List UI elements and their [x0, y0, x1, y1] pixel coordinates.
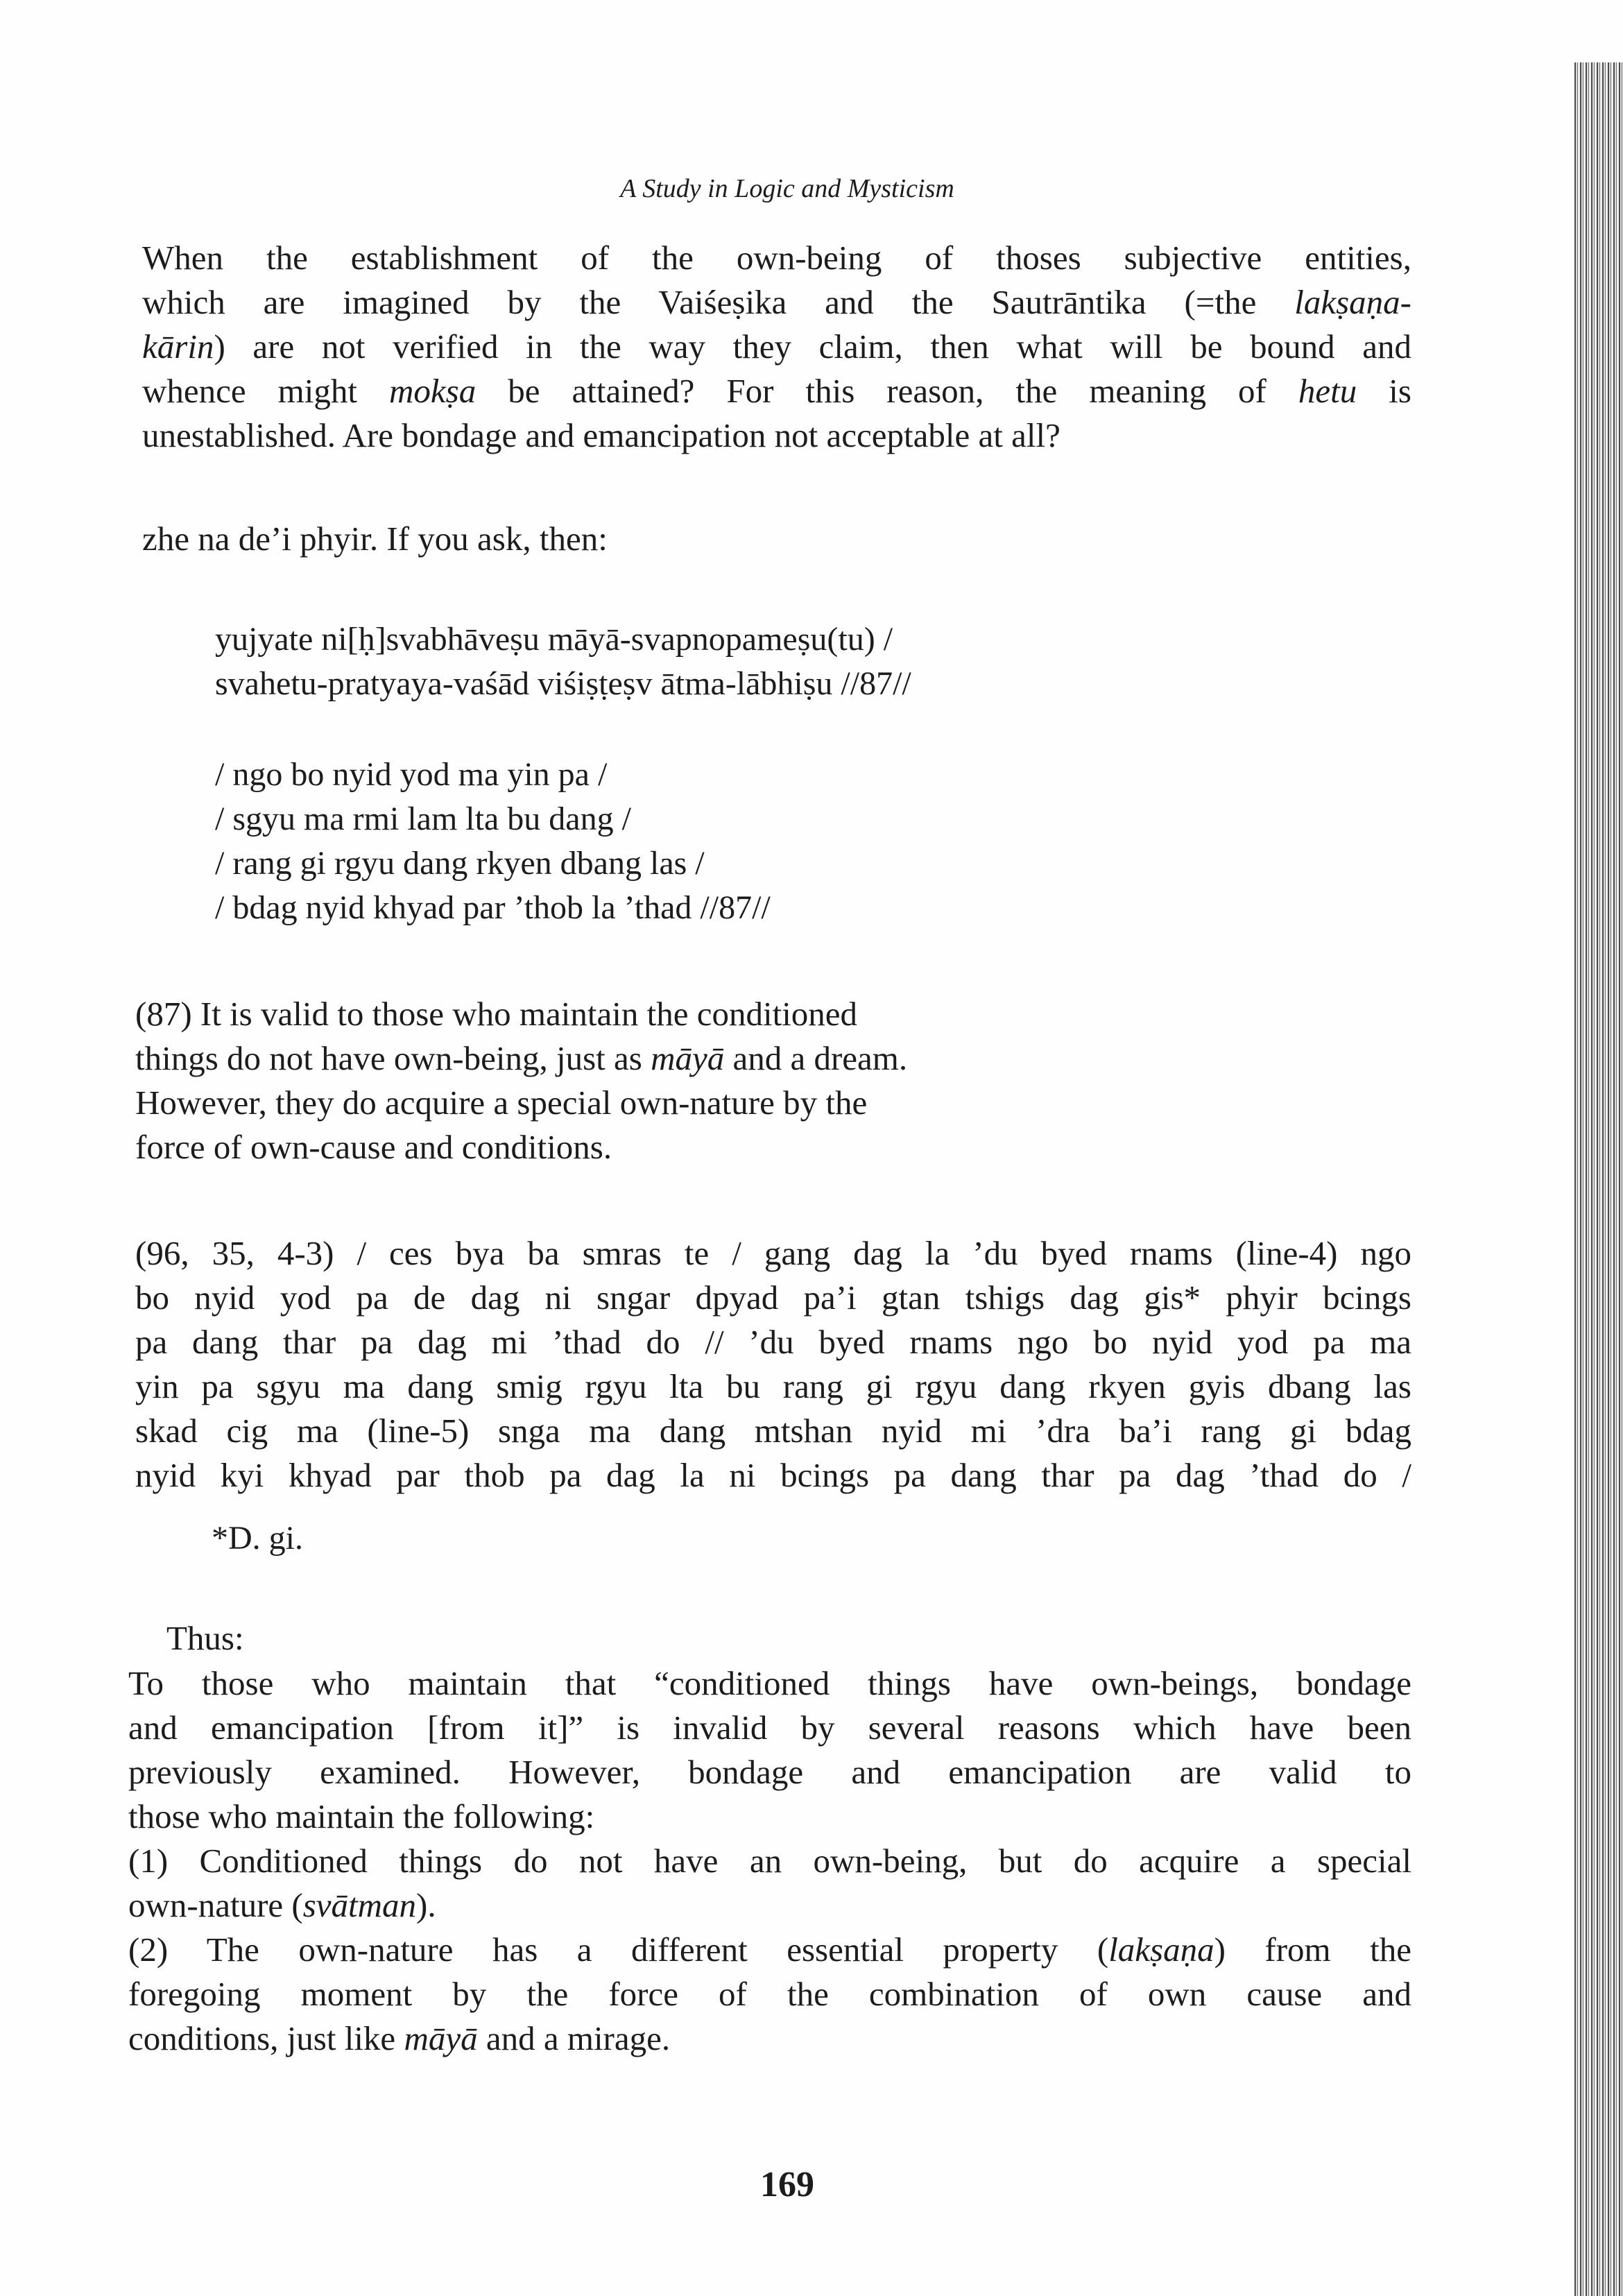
sanskrit-verse: [215, 617, 911, 706]
verse-line: / sgyu ma rmi lam lta bu dang /: [215, 800, 631, 837]
text-line: own-nature (svātman).: [128, 1886, 436, 1924]
verse-translation: [135, 992, 907, 1170]
text-line: skad cig ma (line-5) snga ma dang mtshan nyid mi ’dra ba’i rang gi bdag: [135, 1412, 1411, 1450]
text-line: which are imagined by the Vaiśeṣika and the Sautrāntika (=the lakṣaṇa-: [142, 283, 1411, 321]
text-line: yin pa sgyu ma dang smig rgyu lta bu rang gi rgyu dang rkyen gyis dbang las: [135, 1367, 1411, 1405]
paragraph-intro: [142, 236, 1411, 458]
paragraph-question: [142, 517, 1411, 561]
verse-line: svahetu-pratyaya-vaśād viśiṣṭeṣv ātma-lābhiṣu //87//: [215, 665, 911, 702]
text-line: things do not have own-being, just as māyā and a dream.: [135, 1039, 908, 1077]
verse-line: / bdag nyid khyad par ’thob la ’thad //87//: [215, 889, 771, 926]
verse-line: / rang gi rgyu dang rkyen dbang las /: [215, 845, 705, 882]
text-line: However, they do acquire a special own-nature by the: [135, 1083, 868, 1122]
text-line: When the establishment of the own-being of thoses subjective entities,: [142, 239, 1411, 277]
text-line: (2) The own-nature has a different essential property (lakṣaṇa) from the: [128, 1930, 1411, 1969]
text-line: foregoing moment by the force of the combination of own cause and: [128, 1975, 1411, 2013]
text-line: whence might mokṣa be attained? For this reason, the meaning of hetu is: [142, 372, 1411, 410]
text-line: (87) It is valid to those who maintain the conditioned: [135, 995, 858, 1033]
verse-line: yujyate ni[ḥ]svabhāveṣu māyā-svapnopameṣu(tu) /: [215, 621, 893, 658]
text-line: kārin) are not verified in the way they claim, then what will be bound and: [142, 327, 1411, 366]
text-line: conditions, just like māyā and a mirage.: [128, 2019, 671, 2057]
thus-label: [166, 1616, 1415, 1661]
tibetan-commentary: [135, 1231, 1411, 1498]
text-line: force of own-cause and conditions.: [135, 1128, 612, 1166]
page-edge-shadow: [1574, 62, 1623, 2296]
text-line: pa dang thar pa dag mi ’thad do // ’du byed rnams ngo bo nyid yod pa ma: [135, 1323, 1411, 1361]
text-line: nyid kyi khyad par thob pa dag la ni bcings pa dang thar pa dag ’thad do /: [135, 1456, 1411, 1494]
paragraph-summary: [128, 1661, 1411, 2061]
tibetan-verse: [215, 753, 771, 930]
footnote: *D. gi.: [212, 1520, 303, 1557]
running-head: A Study in Logic and Mysticism: [620, 174, 954, 203]
text-line: and emancipation [from it]” is invalid by several reasons which have been: [128, 1708, 1411, 1747]
page-number: 169: [760, 2165, 814, 2204]
text-line: those who maintain the following:: [128, 1797, 595, 1835]
text-line: To those who maintain that “conditioned things have own-beings, bondage: [128, 1664, 1411, 1702]
text-line: unestablished. Are bondage and emancipation not acceptable at all?: [142, 416, 1060, 454]
text-line: (1) Conditioned things do not have an own-being, but do acquire a special: [128, 1842, 1411, 1880]
text-line: zhe na de’i phyir. If you ask, then:: [142, 520, 608, 558]
text-line: (96, 35, 4-3) / ces bya ba smras te / gang dag la ’du byed rnams (line-4) ngo: [135, 1234, 1411, 1272]
text-line: previously examined. However, bondage and emancipation are valid to: [128, 1753, 1411, 1791]
verse-line: / ngo bo nyid yod ma yin pa /: [215, 756, 608, 793]
text-line: bo nyid yod pa de dag ni sngar dpyad pa’i gtan tshigs dag gis* phyir bcings: [135, 1278, 1411, 1317]
text-line: Thus:: [166, 1619, 244, 1657]
